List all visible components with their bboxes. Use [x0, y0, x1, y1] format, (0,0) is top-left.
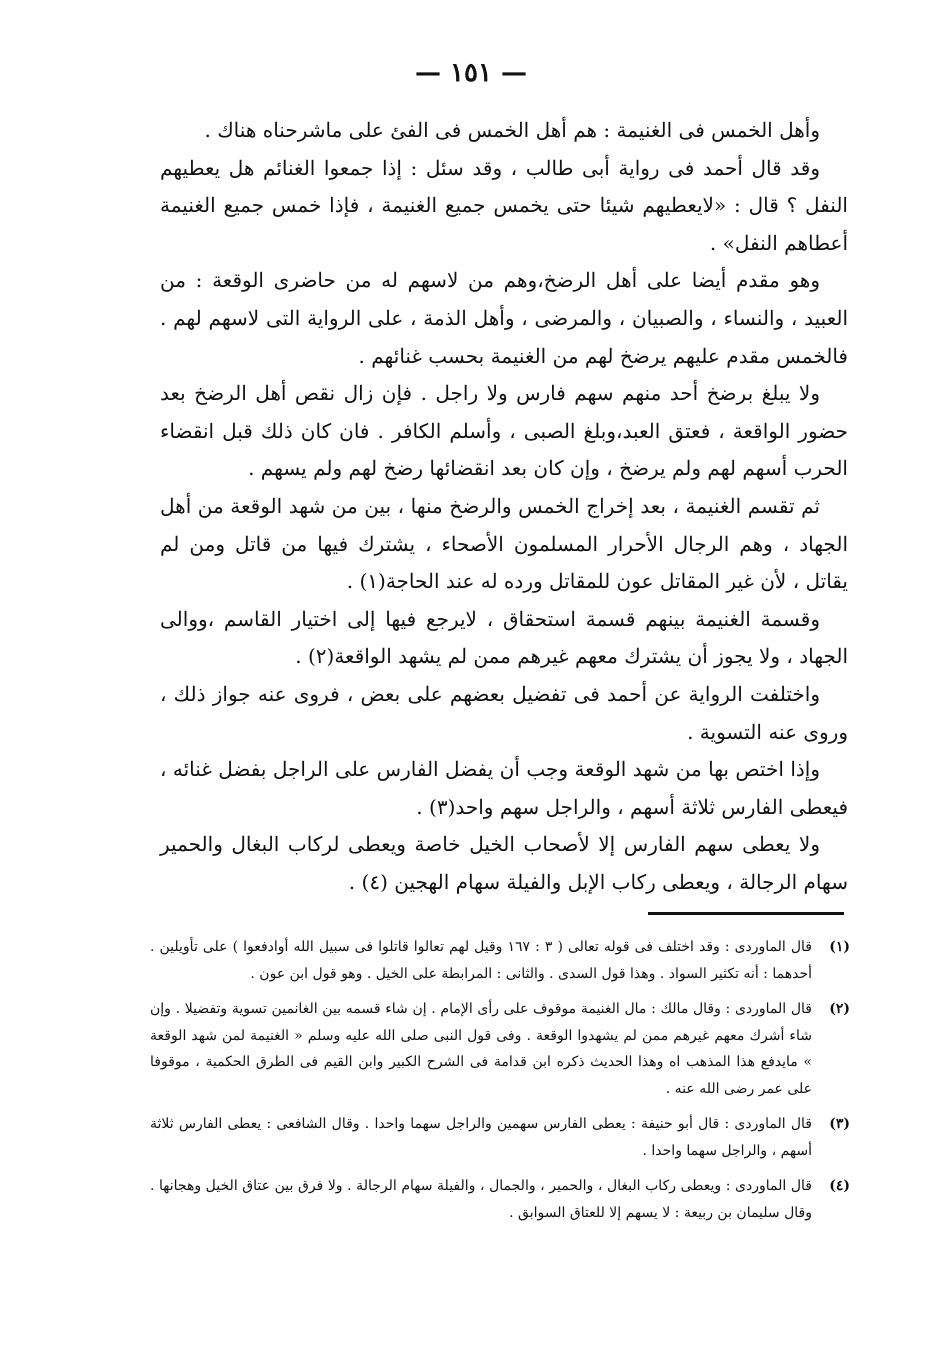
paragraph: وقسمة الغنيمة بينهم قسمة استحقاق ، لايرجع فيها إلى اختيار القاسم ،ووالى الجهاد ، ولا يجوز أن يشترك معهم غيرهم ممن لم يشهد الواقعة(٢) . [160, 606, 848, 669]
footnotes [150, 934, 850, 1235]
footnote-text: قال الماوردى : ويعطى ركاب البغال ، والحمير ، والجمال ، والفيلة سهام الرجالة . ولا فرق بين عتاق الخيل وهجانها . وقال سليمان بن ربيعة : لا يسهم إلا للعتاق السوابق . [150, 1178, 812, 1221]
paragraph: وأهل الخمس فى الغنيمة : هم أهل الخمس فى الفئ على ماشرحناه هناك . [204, 118, 820, 142]
main-text [160, 112, 848, 901]
footnote-text: قال الماوردى : وقد اختلف فى قوله تعالى ( ٣ : ١٦٧ وقيل لهم تعالوا قاتلوا فى سبيل الله أوادفعوا ) على تأويلين . أحدهما : أنه تكثير السواد . وهذا قول السدى . والثانى : المرابطة على الخيل . وهو قول ابن عون . [150, 939, 812, 982]
paragraph: ولا يبلغ برضخ أحد منهم سهم فارس ولا راجل . فإن زال نقص أهل الرضخ بعد حضور الواقعة ، فعتق العبد،وبلغ الصبى ، وأسلم الكافر . فان كان ذلك قبل انقضاء الحرب أسهم لهم ولم يرضخ ، وإن كان بعد انقضائها رضخ لهم ولم يسهم . [160, 381, 848, 481]
footnote [150, 1173, 850, 1226]
paragraph: ولا يعطى سهم الفارس إلا لأصحاب الخيل خاصة ويعطى لركاب البغال والحمير سهام الرجالة ، ويعطى ركاب الإبل والفيلة سهام الهجين (٤) . [160, 832, 848, 894]
paragraph: وإذا اختص بها من شهد الوقعة وجب أن يفضل الفارس على الراجل بفضل غنائه ، فيعطى الفارس ثلاثة أسهم ، والراجل سهم واحد(٣) . [160, 757, 848, 819]
footnote [150, 1111, 850, 1164]
paragraph: وهو مقدم أيضا على أهل الرضخ،وهم من لاسهم له من حاضرى الوقعة : من العبيد ، والنساء ، والصبيان ، والمرضى ، وأهل الذمة ، على الرواية التى لاسهم لهم . فالخمس مقدم عليهم يرضخ لهم من الغنيمة بحسب غنائهم . [160, 268, 848, 368]
footnote-marker: (٣) [829, 1116, 850, 1132]
footnote-separator [648, 912, 844, 915]
footnote-marker: (٤) [829, 1178, 850, 1194]
paragraph: ثم تقسم الغنيمة ، بعد إخراج الخمس والرضخ منها ، بين من شهد الوقعة من أهل الجهاد ، وهم الرجال الأحرار المسلمون الأصحاء ، يشترك فيها من قاتل ومن لم يقاتل ، لأن غير المقاتل عون للمقاتل ورده له عند الحاجة(١) . [160, 493, 848, 594]
footnote [150, 996, 850, 1102]
paragraph: واختلفت الرواية عن أحمد فى تفضيل بعضهم على بعض ، فروى عنه جواز ذلك ، وروى عنه التسوية . [160, 681, 848, 744]
footnote-marker: (٢) [829, 1001, 850, 1017]
footnote-marker: (١) [829, 939, 850, 955]
paragraph: وقد قال أحمد فى رواية أبى طالب ، وقد سئل : إذا جمعوا الغنائم هل يعطيهم النفل ؟ قال : «لايعطيهم شيئا حتى يخمس جميع الغنيمة ، فإذا خمس جميع الغنيمة أعطاهم النفل» . [160, 155, 848, 255]
page-number: — ١٥١ — [414, 58, 528, 88]
footnote-text: قال الماوردى : وقال مالك : مال الغنيمة موقوف على رأى الإمام . إن شاء قسمه بين الغانمين تسوية وتفضيلا . وإن شاء أشرك معهم غيرهم ممن لم يشهدوا الوقعة . وفى قول النبى صلى الله عليه وسلم « الغنيمة لمن شهد الوقعة » مايدفع هذا المذهب اه وهذا الحديث ذكره ابن قدامة فى الشرح الكبير وابن القيم فى الطرق الحكمية ، موقوفا على عمر رضى الله عنه . [150, 1001, 812, 1097]
footnote [150, 934, 850, 987]
footnote-text: قال الماوردى : قال أبو حنيفة : يعطى الفارس سهمين والراجل سهما واحدا . وقال الشافعى : يعطى الفارس ثلاثة أسهم ، والراجل سهما واحدا . [150, 1116, 812, 1159]
